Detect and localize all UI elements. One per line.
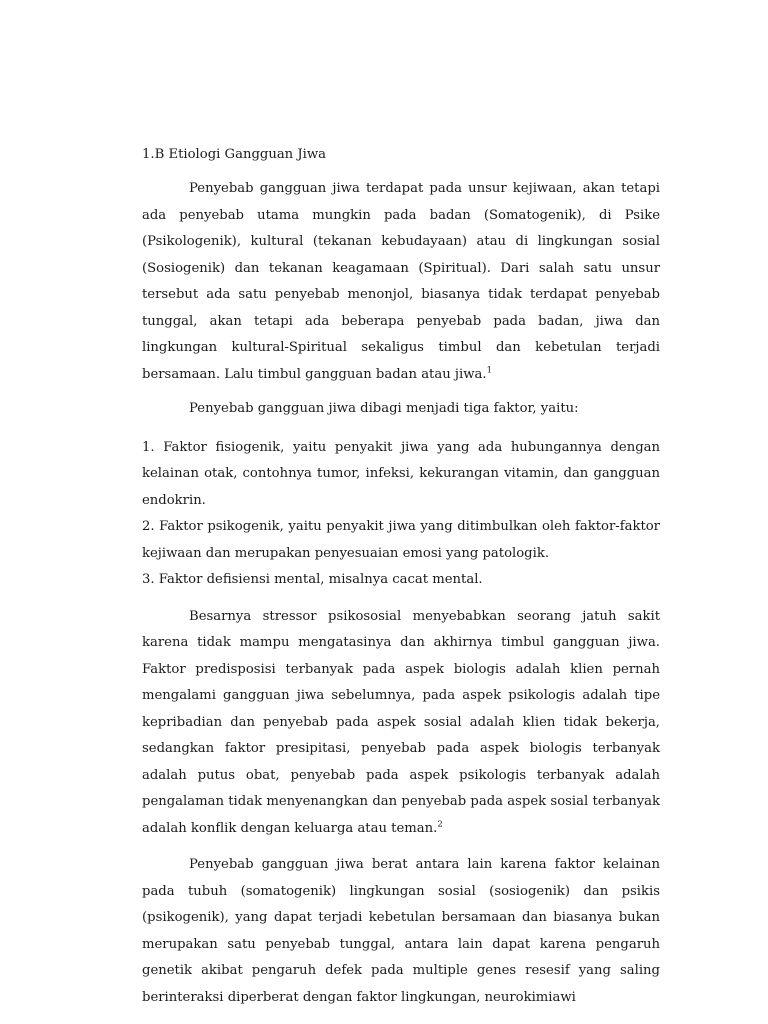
footnote-ref-2: 2 bbox=[437, 819, 443, 830]
list-item: 2. Faktor psikogenik, yaitu penyakit jiwa yang ditimbulkan oleh faktor-faktor kejiwaan dan merupakan penyesuaian emosi yang patologik. bbox=[142, 519, 660, 561]
list-item: 1. Faktor fisiogenik, yaitu penyakit jiwa yang ada hubungannya dengan kelainan otak, contohnya tumor, infeksi, kekurangan vitamin, dan gangguan endokrin. bbox=[142, 439, 660, 508]
footnote-ref-1: 1 bbox=[486, 365, 492, 376]
paragraph-severe-causes: Penyebab gangguan jiwa berat antara lain karena faktor kelainan pada tubuh (somatogenik) lingkungan sosial (sosiogenik) dan psikis (psikogenik), yang dapat terjadi kebetulan bersamaan dan biasanya bukan merupakan satu penyebab tunggal, antara lain dapat karena pengaruh genetik akibat pengaruh defek pada multiple genes resesif yang saling berinteraksi diperberat dengan faktor lingkungan, neurokimiawi bbox=[142, 857, 660, 1005]
document-body bbox=[142, 144, 660, 1011]
paragraph-etiology bbox=[142, 176, 660, 388]
paragraph-factors-intro: Penyebab gangguan jiwa dibagi menjadi tiga faktor, yaitu: bbox=[189, 401, 579, 416]
paragraph-etiology-text: Penyebab gangguan jiwa terdapat pada unsur kejiwaan, akan tetapi ada penyebab utama mungkin pada badan (Somatogenik), di Psike (Psikologenik), kultural (tekanan kebudayaan) atau di lingkungan sosial (Sosiogenik) dan tekanan keagamaan (Spiritual). Dari salah satu unsur tersebut ada satu penyebab menonjol, biasanya tidak terdapat penyebab tunggal, akan tetapi ada beberapa penyebab pada badan, jiwa dan lingkungan kultural-Spiritual sekaligus timbul dan kebetulan terjadi bersamaan. Lalu timbul gangguan badan atau jiwa. bbox=[142, 181, 660, 382]
paragraph-stressor bbox=[142, 604, 660, 843]
list-item: 3. Faktor defisiensi mental, misalnya cacat mental. bbox=[142, 572, 483, 587]
factor-list bbox=[142, 435, 660, 594]
section-heading: 1.B Etiologi Gangguan Jiwa bbox=[142, 147, 327, 162]
paragraph-stressor-text: Besarnya stressor psikososial menyebabkan seorang jatuh sakit karena tidak mampu mengatasinya dan akhirnya timbul gangguan jiwa. Faktor predisposisi terbanyak pada aspek biologis adalah klien pernah mengalami gangguan jiwa sebelumnya, pada aspek psikologis adalah tipe kepribadian dan penyebab pada aspek sosial adalah klien tidak bekerja, sedangkan faktor presipitasi, penyebab pada aspek biologis terbanyak adalah putus obat, penyebab pada aspek psikologis terbanyak adalah pengalaman tidak menyenangkan dan penyebab pada aspek sosial terbanyak adalah konflik dengan keluarga atau teman. bbox=[142, 608, 660, 836]
